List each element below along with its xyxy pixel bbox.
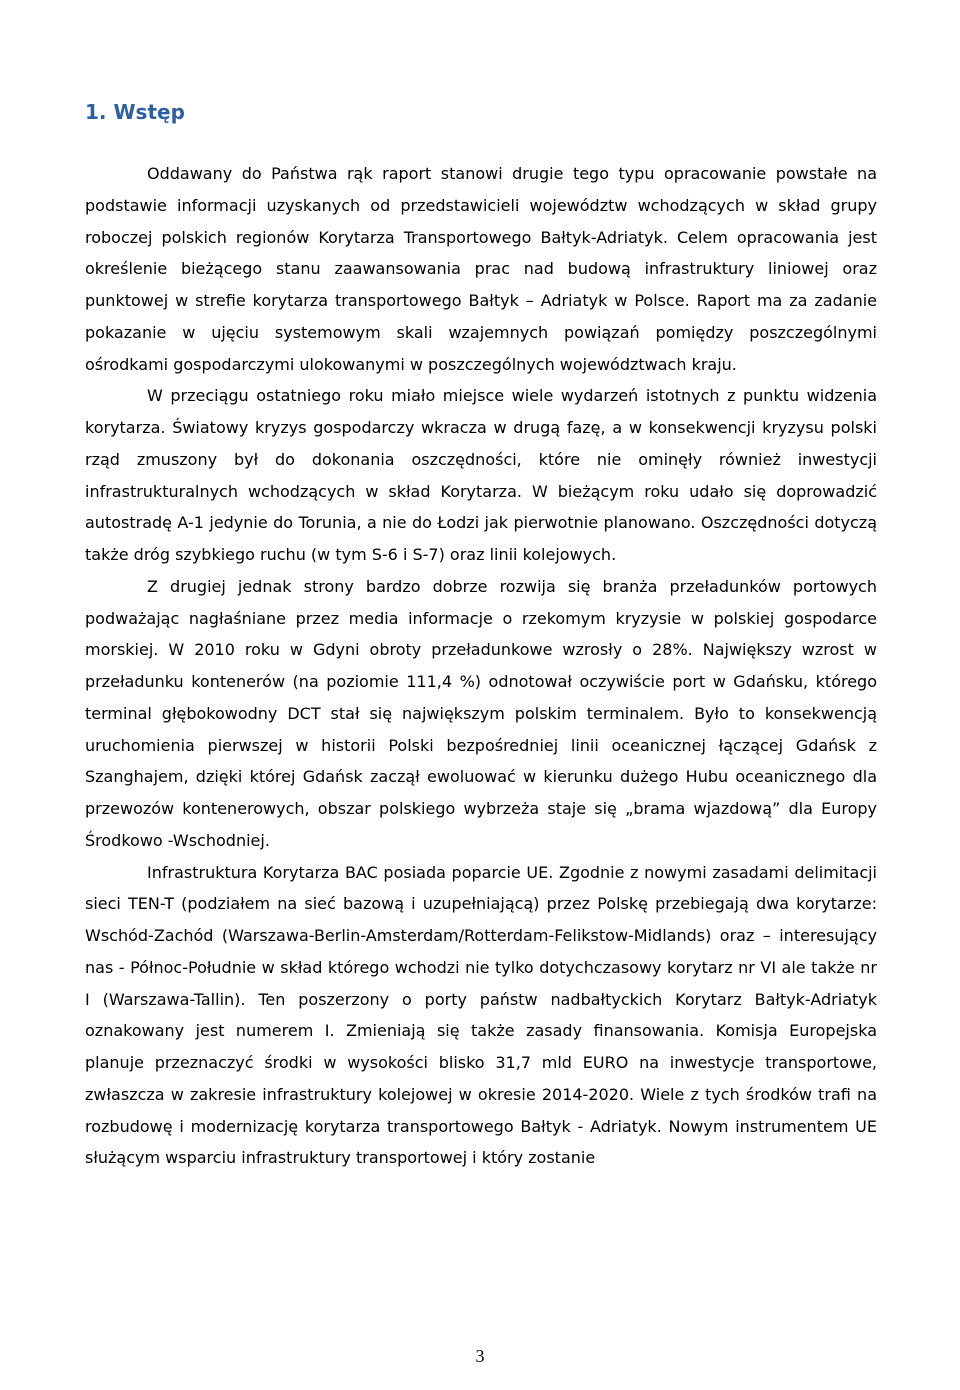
section-heading: 1. Wstęp <box>85 100 185 124</box>
paragraph-2: W przeciągu ostatniego roku miało miejsce wiele wydarzeń istotnych z punktu widzenia korytarza. Światowy kryzys gospodarczy wkracza w drugą fazę, a w konsekwencji kryzysu polski rząd zmuszony był do dokonania oszczędności, które nie ominęły również inwestycji infrastrukturalnych wchodzących w skład Korytarza. W bieżącym roku udało się doprowadzić autostradę A-1 jedynie do Torunia, a nie do Łodzi jak pierwotnie planowano. Oszczędności dotyczą także dróg szybkiego ruchu (w tym S-6 i S-7) oraz linii kolejowych. <box>85 386 877 564</box>
body-text <box>85 158 877 1174</box>
paragraph-1: Oddawany do Państwa rąk raport stanowi drugie tego typu opracowanie powstałe na podstawie informacji uzyskanych od przedstawicieli województw wchodzących w skład grupy roboczej polskich regionów Korytarza Transportowego Bałtyk-Adriatyk. Celem opracowania jest określenie bieżącego stanu zaawansowania prac nad budową infrastruktury liniowej oraz punktowej w strefie korytarza transportowego Bałtyk – Adriatyk w Polsce. Raport ma za zadanie pokazanie w ujęciu systemowym skali wzajemnych powiązań pomiędzy poszczególnymi ośrodkami gospodarczymi ulokowanymi w poszczególnych województwach kraju. <box>85 164 877 374</box>
paragraph-4: Infrastruktura Korytarza BAC posiada poparcie UE. Zgodnie z nowymi zasadami delimitacji sieci TEN-T (podziałem na sieć bazową i uzupełniającą) przez Polskę przebiegają dwa korytarze: Wschód-Zachód (Warszawa-Berlin-Amsterdam/Rotterdam-Felikstow-Midlands) oraz – interesujący nas - Północ-Południe w skład którego wchodzi nie tylko dotychczasowy korytarz nr VI ale także nr I (Warszawa-Tallin). Ten poszerzony o porty państw nadbałtyckich Korytarz Bałtyk-Adriatyk oznakowany jest numerem I. Zmieniają się także zasady finansowania. Komisja Europejska planuje przeznaczyć środki w wysokości blisko 31,7 mld EURO na inwestycje transportowe, zwłaszcza w zakresie infrastruktury kolejowej w okresie 2014-2020. Wiele z tych środków trafi na rozbudowę i modernizację korytarza transportowego Bałtyk - Adriatyk. Nowym instrumentem UE służącym wsparciu infrastruktury transportowej i który zostanie <box>85 862 877 1168</box>
page-number: 3 <box>475 1346 485 1366</box>
paragraph-3: Z drugiej jednak strony bardzo dobrze rozwija się branża przeładunków portowych podważając nagłaśniane przez media informacje o rzekomym kryzysie w polskiej gospodarce morskiej. W 2010 roku w Gdyni obroty przeładunkowe wzrosły o 28%. Największy wzrost w przeładunku kontenerów (na poziomie 111,4 %) odnotował oczywiście port w Gdańsku, którego terminal głębokowodny DCT stał się największym polskim terminalem. Było to konsekwencją uruchomienia pierwszej w historii Polski bezpośredniej linii oceanicznej łączącej Gdańsk z Szanghajem, dzięki której Gdańsk zaczął ewoluować w kierunku dużego Hubu oceanicznego dla przewozów kontenerowych, obszar polskiego wybrzeża staje się „brama wjazdową” dla Europy Środkowo -Wschodniej. <box>85 576 877 850</box>
